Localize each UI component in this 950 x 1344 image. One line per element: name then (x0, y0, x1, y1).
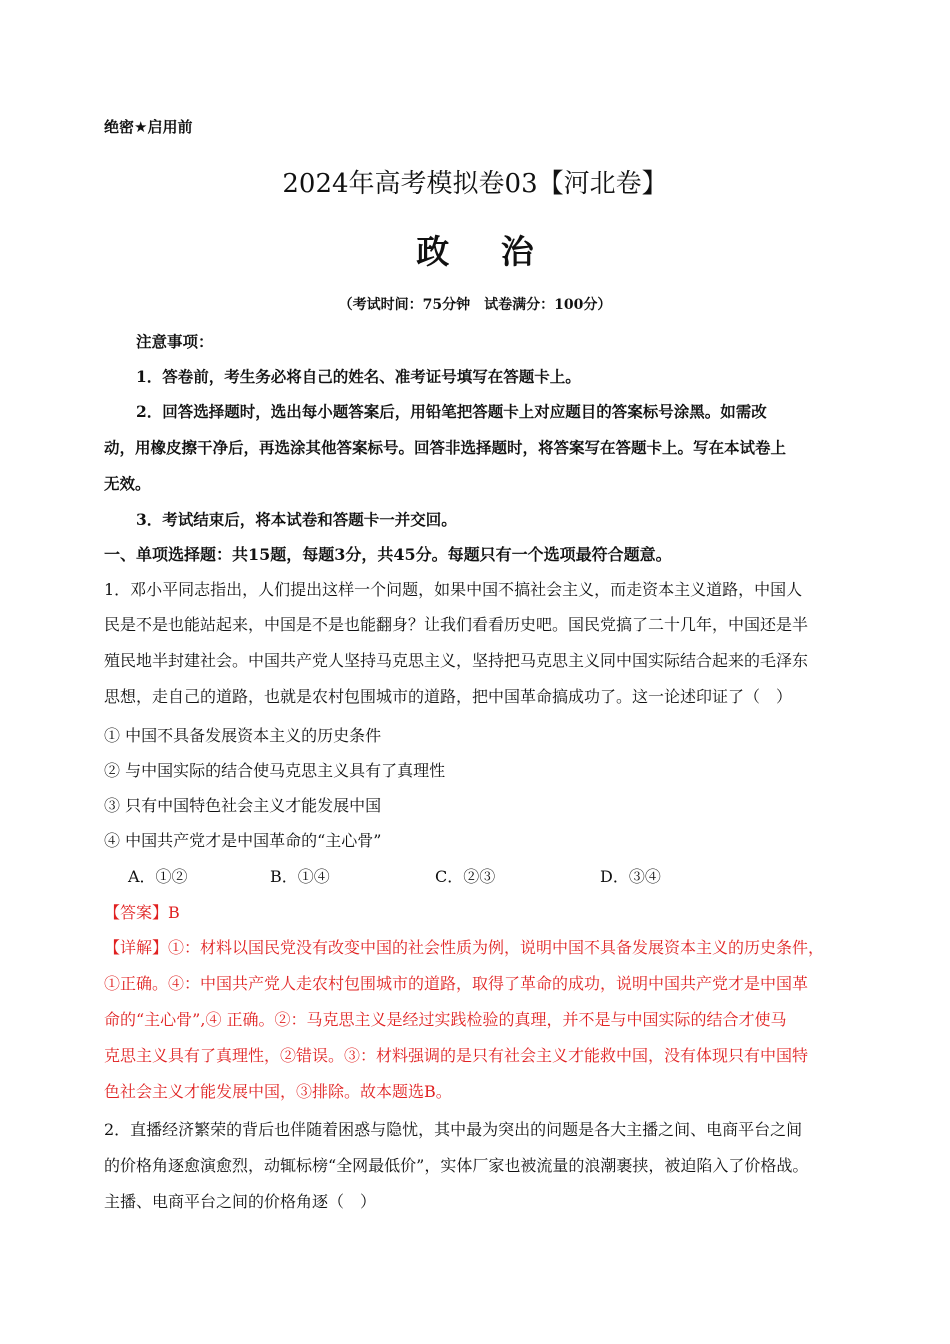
exam-info: （考试时间：75分钟 试卷满分：100分） (338, 297, 612, 313)
question-2-line-2: 的价格角逐愈演愈烈，动辄标榜“全网最低价”，实体厂家也被流量的浪潮裹挟，被迫陷入了价格战。 (104, 1156, 809, 1175)
answer-1: 【答案】B (104, 903, 180, 922)
analysis-1-line-2: ①正确。④：中国共产党人走农村包围城市的道路，取得了革命的成功，说明中国共产党才是中国革 (104, 974, 809, 993)
analysis-1-line-5: 色社会主义才能发展中国，③排除。故本题选B。 (104, 1082, 452, 1101)
question-1-line-2: 民是不是也能站起来，中国是不是也能翻身？让我们看看历史吧。国民党搞了二十几年，中国还是半 (104, 615, 809, 634)
notes-heading: 注意事项： (136, 332, 214, 351)
statement-1: ① 中国不具备发展资本主义的历史条件 (104, 726, 382, 745)
notes-item-3: 3．考试结束后，将本试卷和答题卡一并交回。 (136, 510, 457, 529)
notes-item-2-line-2: 动，用橡皮擦干净后，再选涂其他答案标号。回答非选择题时，将答案写在答题卡上。写在本试卷上 (104, 438, 787, 457)
question-1-line-3: 殖民地半封建社会。中国共产党人坚持马克思主义，坚持把马克思主义同中国实际结合起来的毛泽东 (104, 651, 809, 670)
section-1-heading: 一、单项选择题：共15题，每题3分，共45分。每题只有一个选项最符合题意。 (104, 545, 672, 564)
analysis-1-line-1: 【详解】①：材料以国民党没有改变中国的社会性质为例，说明中国不具备发展资本主义的历史条件， (104, 938, 825, 957)
statement-3: ③ 只有中国特色社会主义才能发展中国 (104, 796, 382, 815)
option-a: A．①② (128, 867, 188, 886)
statement-4: ④ 中国共产党才是中国革命的“主心骨” (104, 831, 382, 850)
notes-item-2-line-1: 2．回答选择题时，选出每小题答案后，用铅笔把答题卡上对应题目的答案标号涂黑。如需改 (136, 402, 767, 421)
analysis-1-line-4: 克思主义具有了真理性，②错误。③：材料强调的是只有社会主义才能救中国，没有体现只有中国特 (104, 1046, 809, 1065)
question-1-line-4: 思想，走自己的道路，也就是农村包围城市的道路，把中国革命搞成功了。这一论述印证了（ ） (104, 687, 793, 706)
question-1-line-1: 1．邓小平同志指出，人们提出这样一个问题，如果中国不搞社会主义，而走资本主义道路，中国人 (104, 580, 803, 599)
question-2-line-3: 主播、电商平台之间的价格角逐（ ） (104, 1192, 377, 1211)
option-d: D．③④ (600, 867, 661, 886)
question-2-line-1: 2．直播经济繁荣的背后也伴随着困惑与隐忧，其中最为突出的问题是各大主播之间、电商平台之间 (104, 1120, 803, 1139)
notes-item-2-line-3: 无效。 (104, 474, 151, 493)
subject-title: 政 治 (416, 232, 554, 271)
option-c: C．②③ (435, 867, 496, 886)
option-b: B．①④ (270, 867, 330, 886)
confidential-label: 绝密★启用前 (104, 118, 193, 136)
exam-title: 2024年高考模拟卷03【河北卷】 (282, 169, 668, 199)
notes-item-1: 1．答卷前，考生务必将自己的姓名、准考证号填写在答题卡上。 (136, 367, 581, 386)
statement-2: ② 与中国实际的结合使马克思主义具有了真理性 (104, 761, 446, 780)
analysis-1-line-3: 命的“主心骨”,④ 正确。②：马克思主义是经过实践检验的真理，并不是与中国实际的结合才使马 (104, 1010, 787, 1029)
